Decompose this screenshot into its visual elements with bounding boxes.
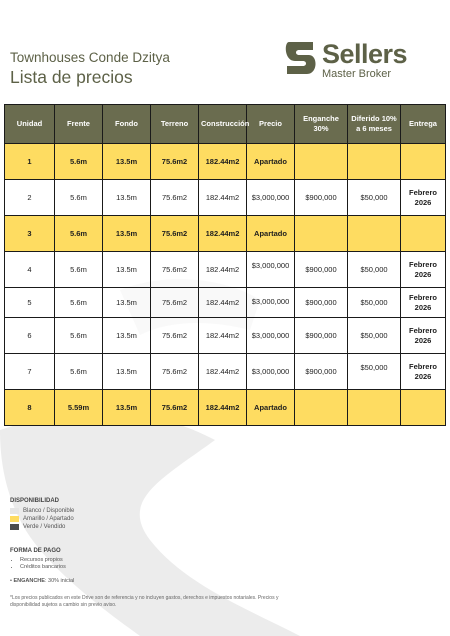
document-subtitle: Lista de precios xyxy=(10,67,133,87)
cell-precio: Apartado xyxy=(247,144,295,180)
header-enganche: Enganche 30% xyxy=(295,105,348,144)
cell-unidad: 6 xyxy=(5,318,55,354)
cell-unidad: 5 xyxy=(5,288,55,318)
table-row xyxy=(5,216,446,252)
cell-precio: $3,000,000 xyxy=(247,180,295,216)
cell-precio: Apartado xyxy=(247,390,295,426)
cell-terreno: 75.6m2 xyxy=(151,318,199,354)
cell-construccion: 182.44m2 xyxy=(199,144,247,180)
table-row xyxy=(5,354,446,390)
cell-frente: 5.6m xyxy=(55,354,103,390)
cell-unidad: 2 xyxy=(5,180,55,216)
cell-diferido: $50,000 xyxy=(348,252,401,288)
cell-precio: $3,000,000 xyxy=(247,252,295,288)
payment-item: • Créditos bancarios xyxy=(20,564,66,571)
cell-terreno: 75.6m2 xyxy=(151,216,199,252)
cell-construccion: 182.44m2 xyxy=(199,216,247,252)
cell-terreno: 75.6m2 xyxy=(151,144,199,180)
sellers-s-icon xyxy=(285,40,317,76)
legend-swatch-yellow xyxy=(10,516,19,522)
legend-swatch-green xyxy=(10,524,19,530)
cell-frente: 5.59m xyxy=(55,390,103,426)
legend-label: Blanco / Disponible xyxy=(23,508,75,514)
cell-diferido xyxy=(348,390,401,426)
table-row xyxy=(5,144,446,180)
cell-fondo: 13.5m xyxy=(103,144,151,180)
enganche-line xyxy=(10,578,74,584)
cell-entrega: Febrero 2026 xyxy=(401,318,446,354)
cell-frente: 5.6m xyxy=(55,216,103,252)
enganche-value: : 30% inicial xyxy=(44,578,75,584)
cell-enganche xyxy=(295,390,348,426)
cell-diferido: $50,000 xyxy=(348,318,401,354)
sellers-logo xyxy=(285,40,435,84)
bullet: • xyxy=(10,578,14,584)
cell-frente: 5.6m xyxy=(55,288,103,318)
table-body xyxy=(5,144,446,426)
availability-legend xyxy=(10,498,74,531)
cell-fondo: 13.5m xyxy=(103,390,151,426)
cell-entrega: Febrero 2026 xyxy=(401,354,446,390)
cell-unidad: 4 xyxy=(5,252,55,288)
cell-terreno: 75.6m2 xyxy=(151,390,199,426)
cell-fondo: 13.5m xyxy=(103,318,151,354)
cell-enganche: $900,000 xyxy=(295,288,348,318)
cell-enganche xyxy=(295,216,348,252)
header-unidad: Unidad xyxy=(5,105,55,144)
cell-precio: Apartado xyxy=(247,216,295,252)
cell-enganche xyxy=(295,144,348,180)
cell-terreno: 75.6m2 xyxy=(151,354,199,390)
cell-entrega xyxy=(401,144,446,180)
cell-precio: $3,000,000 xyxy=(247,318,295,354)
cell-frente: 5.6m xyxy=(55,180,103,216)
cell-construccion: 182.44m2 xyxy=(199,288,247,318)
cell-construccion: 182.44m2 xyxy=(199,354,247,390)
header-precio: Precio xyxy=(247,105,295,144)
table-row xyxy=(5,288,446,318)
enganche-label: ENGANCHE xyxy=(13,578,45,584)
header-entrega: Entrega xyxy=(401,105,446,144)
legend-label: Verde / Vendido xyxy=(23,524,66,530)
cell-terreno: 75.6m2 xyxy=(151,252,199,288)
payment-section xyxy=(10,548,66,571)
cell-fondo: 13.5m xyxy=(103,288,151,318)
cell-terreno: 75.6m2 xyxy=(151,288,199,318)
cell-construccion: 182.44m2 xyxy=(199,180,247,216)
payment-list xyxy=(10,557,66,571)
cell-enganche: $900,000 xyxy=(295,180,348,216)
cell-frente: 5.6m xyxy=(55,318,103,354)
cell-enganche: $900,000 xyxy=(295,318,348,354)
cell-frente: 5.6m xyxy=(55,252,103,288)
logo-tagline: Master Broker xyxy=(322,68,392,80)
cell-enganche: $900,000 xyxy=(295,354,348,390)
cell-unidad: 1 xyxy=(5,144,55,180)
legend-item xyxy=(10,515,74,523)
cell-frente: 5.6m xyxy=(55,144,103,180)
payment-title: FORMA DE PAGO xyxy=(10,548,61,554)
cell-construccion: 182.44m2 xyxy=(199,252,247,288)
cell-entrega: Febrero 2026 xyxy=(401,252,446,288)
payment-item: • Recursos propios xyxy=(20,557,66,564)
cell-precio: $3,000,000 xyxy=(247,354,295,390)
document-title: Townhouses Conde Dzitya xyxy=(10,50,170,65)
disclaimer-note: *Los precios publicados en este Drive son de referencia y no incluyen gastos, derechos e impuestos notariales. Precios y disponibilidad sujetos a cambio sin previo aviso. xyxy=(10,595,279,608)
header-terreno: Terreno xyxy=(151,105,199,144)
price-table xyxy=(4,104,446,426)
header-diferido: Diferido 10% a 6 meses xyxy=(348,105,401,144)
table-header-row xyxy=(5,105,446,144)
cell-unidad: 8 xyxy=(5,390,55,426)
cell-fondo: 13.5m xyxy=(103,216,151,252)
cell-enganche: $900,000 xyxy=(295,252,348,288)
cell-entrega: Febrero 2026 xyxy=(401,288,446,318)
header-fondo: Fondo xyxy=(103,105,151,144)
table-row xyxy=(5,180,446,216)
legend-item xyxy=(10,507,74,515)
header-frente: Frente xyxy=(55,105,103,144)
cell-unidad: 3 xyxy=(5,216,55,252)
table-row xyxy=(5,318,446,354)
cell-entrega: Febrero 2026 xyxy=(401,180,446,216)
cell-unidad: 7 xyxy=(5,354,55,390)
table-row xyxy=(5,252,446,288)
cell-entrega xyxy=(401,216,446,252)
legend-item xyxy=(10,523,74,531)
cell-terreno: 75.6m2 xyxy=(151,180,199,216)
cell-diferido: $50,000 xyxy=(348,180,401,216)
logo-name: Sellers xyxy=(322,39,408,69)
cell-entrega xyxy=(401,390,446,426)
legend-label: Amarillo / Apartado xyxy=(23,516,74,522)
cell-diferido xyxy=(348,216,401,252)
cell-fondo: 13.5m xyxy=(103,252,151,288)
cell-diferido: $50,000 xyxy=(348,288,401,318)
table-row xyxy=(5,390,446,426)
cell-precio: $3,000,000 xyxy=(247,288,295,318)
header-construccion: Construcción xyxy=(199,105,247,144)
cell-diferido: $50,000 xyxy=(348,354,401,390)
legend-swatch-white xyxy=(10,508,19,514)
cell-construccion: 182.44m2 xyxy=(199,318,247,354)
cell-construccion: 182.44m2 xyxy=(199,390,247,426)
cell-diferido xyxy=(348,144,401,180)
header xyxy=(10,50,170,88)
cell-fondo: 13.5m xyxy=(103,180,151,216)
legend-title: DISPONIBILIDAD xyxy=(10,498,60,504)
cell-fondo: 13.5m xyxy=(103,354,151,390)
